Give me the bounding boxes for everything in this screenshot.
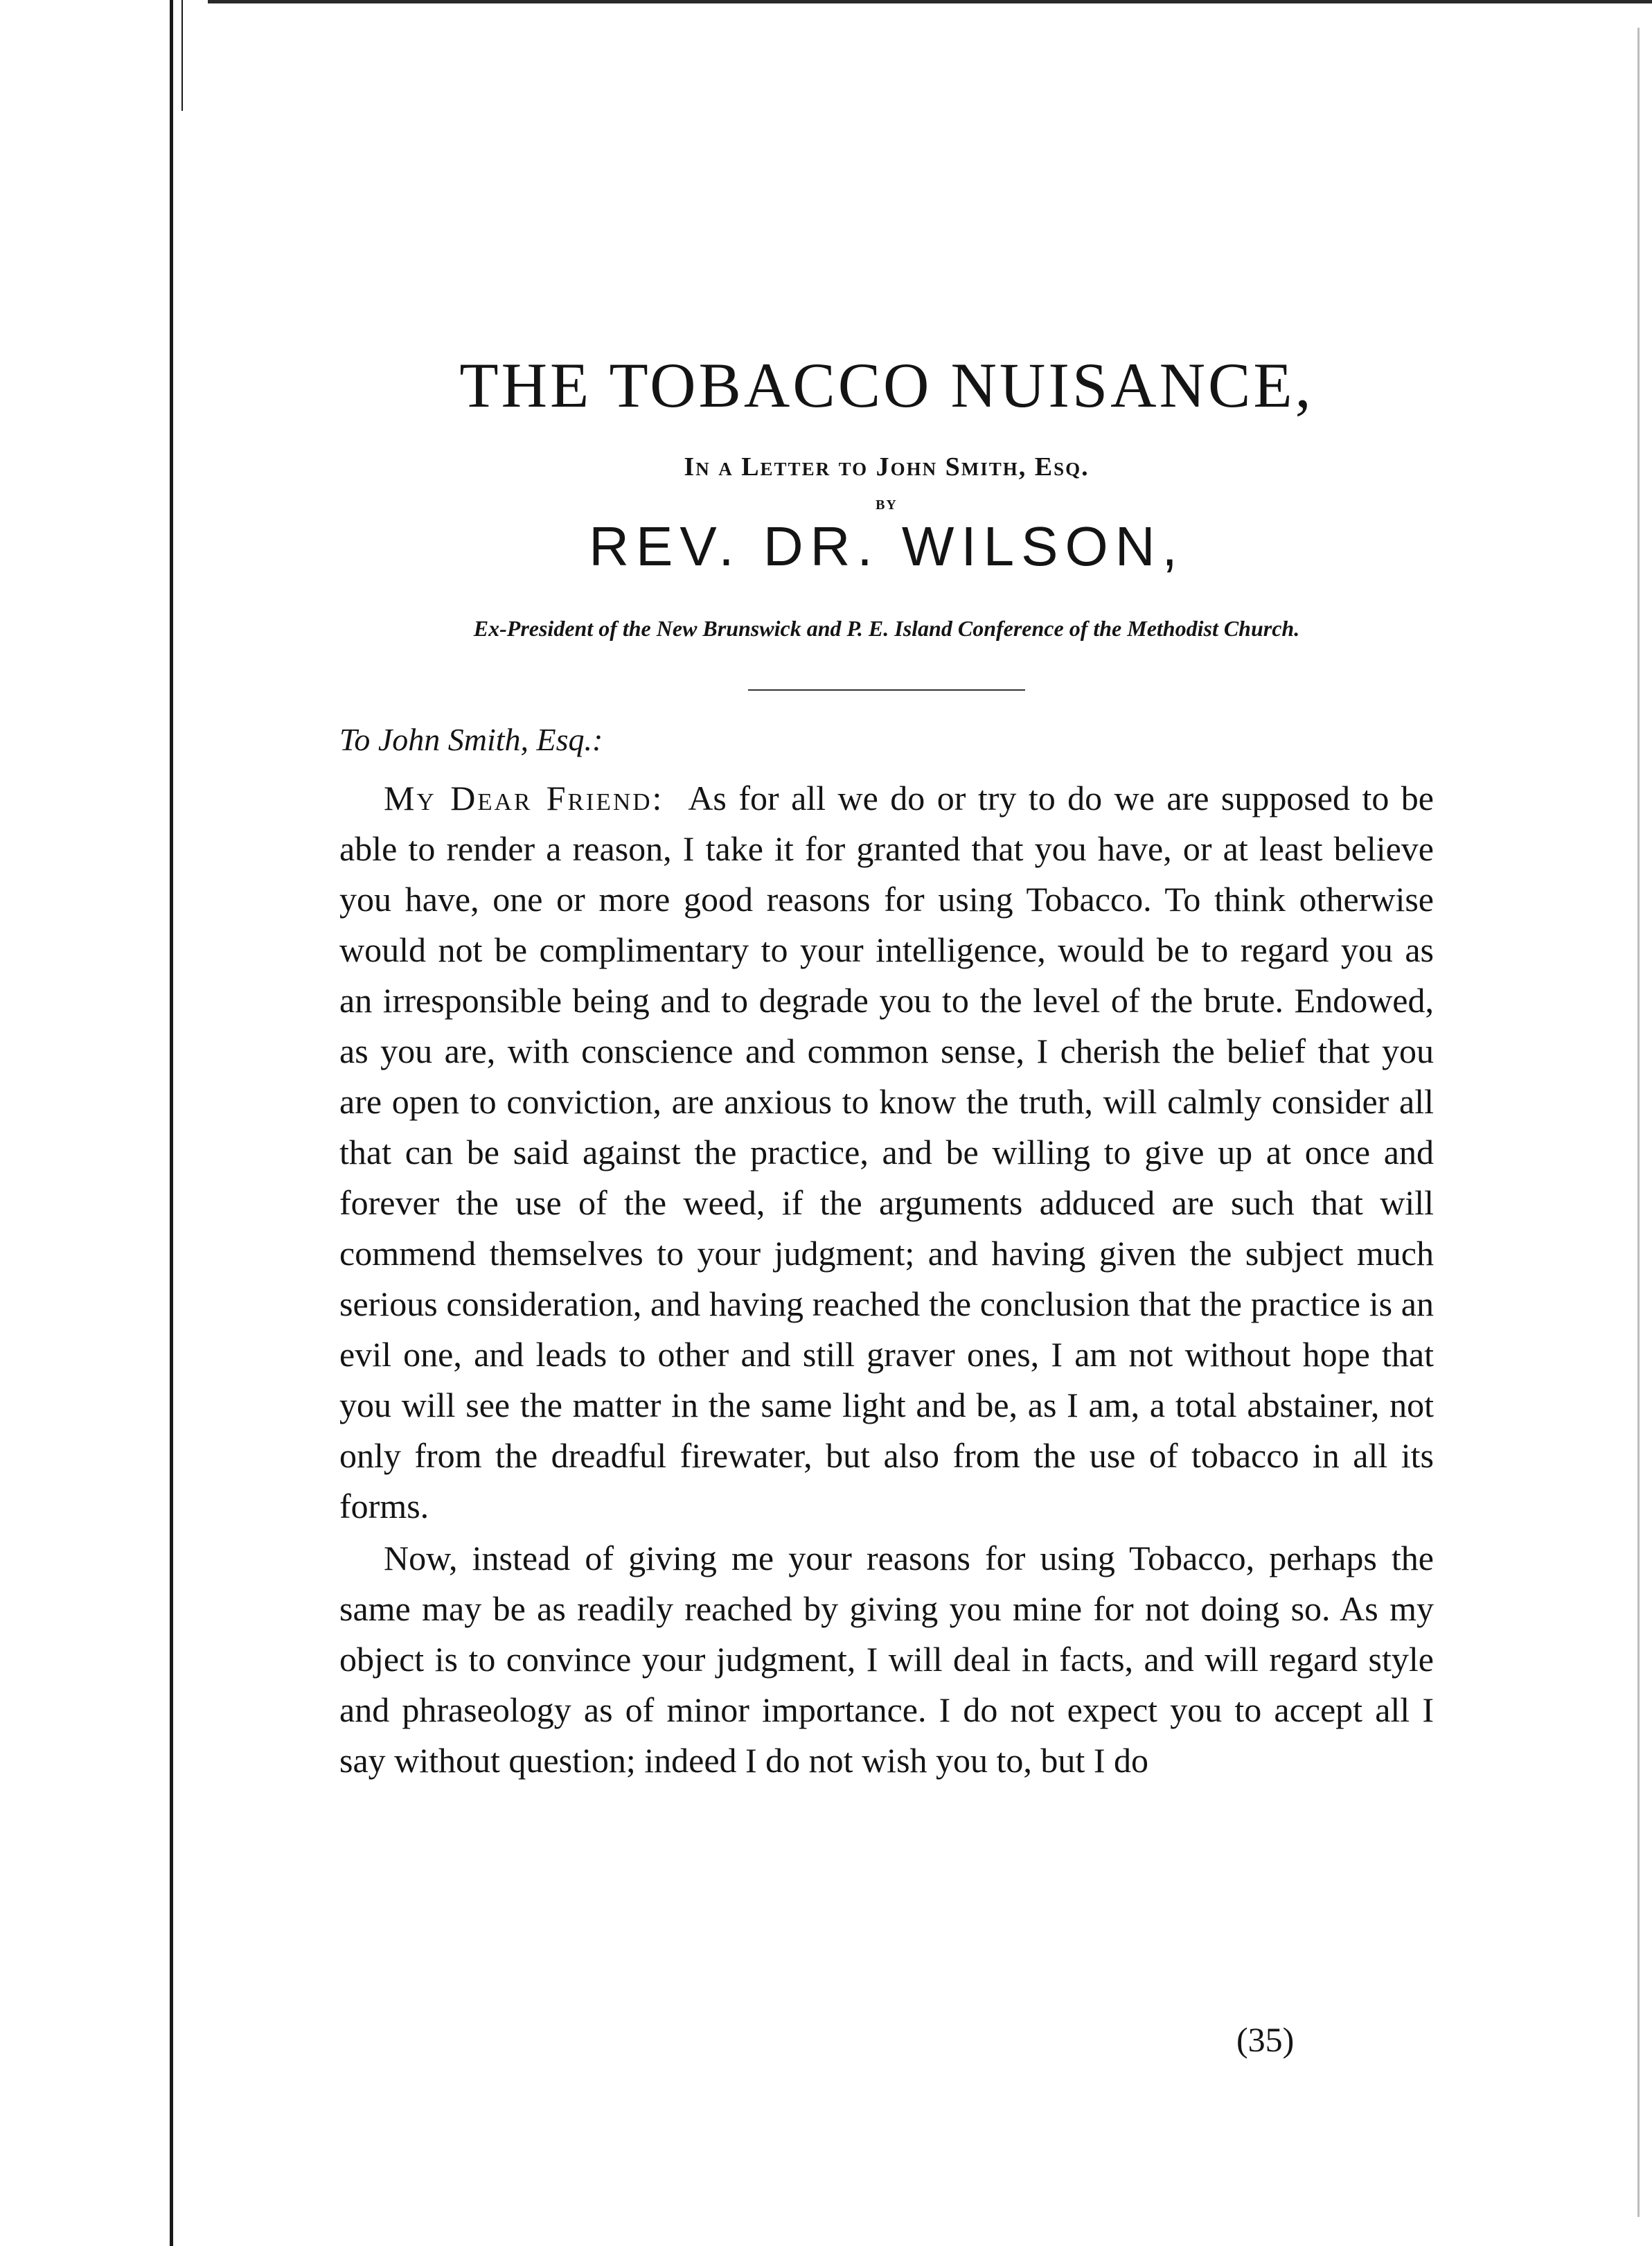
right-page-edge xyxy=(1637,28,1640,2217)
paragraph-text: As for all we do or try to do we are supposed to be able to render a reason, I take it for granted that you have, or at least believe you have, one or more good reasons for using Tobacco. To think otherwise would not be complimentary to your intelligence, would be to regard you as an irresponsible being and to degrade you to the level of the brute. Endowed, as you are, with conscience and common sense, I cherish the belief that you are open to conviction, are anxious to know the truth, will calmly consider all that can be said against the practice, and be willing to give up at once and forever the use of the weed, if the arguments adduced are such that will commend themselves to your judgment; and having given the subject much serious consideration, and having reached the conclusion that the practice is an evil one, and leads to other and still graver ones, I am not without hope that you will see the matter in the same light and be, as I am, a total abstainer, not only from the dreadful firewater, but also from the use of tobacco in all its forms. xyxy=(339,779,1434,1526)
document-page xyxy=(339,326,1434,1786)
top-edge-rule xyxy=(208,0,1652,3)
body-paragraph: Now, instead of giving me your reasons for using Tobacco, perhaps the same may be as readily reached by giving you mine for not doing so. As my object is to convince your judgment, I will deal in facts, and will regard style and phraseology as of minor importance. I do not expect you to accept all I say without question; indeed I do not wish you to, but I do xyxy=(339,1539,1434,1780)
author-affiliation: Ex-President of the New Brunswick and P. E. Island Conference of the Methodist Church. xyxy=(473,616,1300,641)
article-title: THE TOBACCO NUISANCE, xyxy=(459,350,1314,421)
page-number: (35) xyxy=(1236,2020,1295,2059)
paragraph-opening: My Dear Friend: xyxy=(384,779,664,817)
letter-salutation: To John Smith, Esq.: xyxy=(339,722,603,757)
binding-edge-line-thin xyxy=(181,0,183,111)
byline-label: BY xyxy=(876,497,898,513)
section-divider xyxy=(748,689,1025,691)
binding-edge-line xyxy=(170,0,173,2246)
article-subtitle: In a Letter to John Smith, Esq. xyxy=(684,452,1090,481)
body-paragraph xyxy=(339,773,1434,1532)
author-name: REV. DR. WILSON, xyxy=(589,515,1184,577)
